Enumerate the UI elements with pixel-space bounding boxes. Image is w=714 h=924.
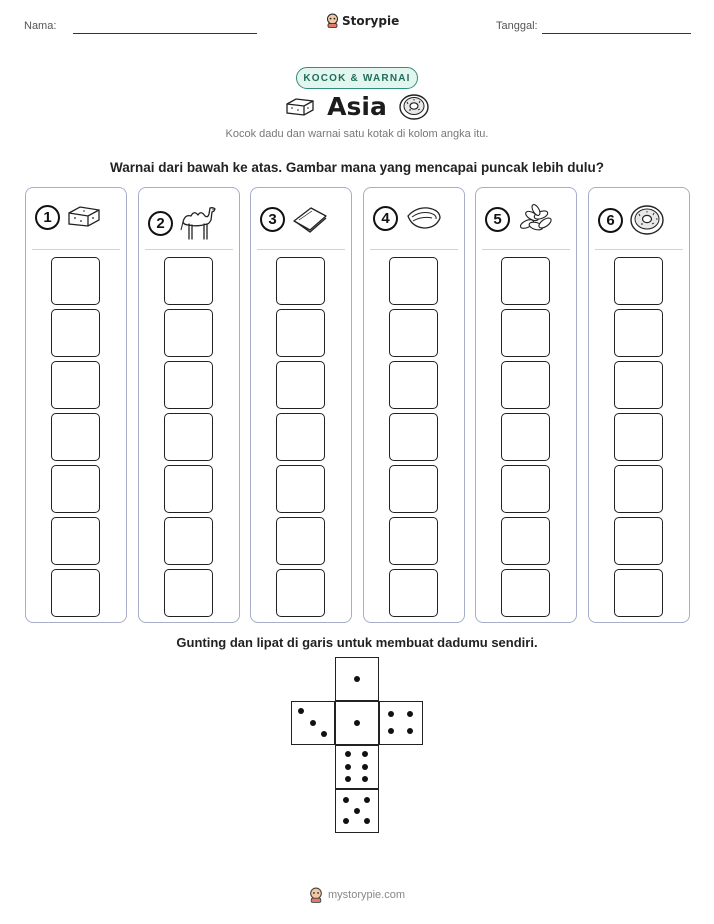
date-line[interactable]: [542, 33, 691, 34]
coloring-box[interactable]: [501, 257, 550, 305]
column-2: [138, 187, 240, 623]
brand-name: Storypie: [342, 13, 400, 28]
dice-pip: [343, 797, 349, 803]
dice-face-1: [335, 657, 379, 701]
coloring-boxes: [51, 257, 100, 621]
name-label: Nama:: [24, 20, 57, 32]
dice-pip: [407, 728, 413, 734]
column-divider: [482, 249, 570, 250]
coloring-box[interactable]: [501, 309, 550, 357]
mascot-icon: [309, 887, 323, 903]
coloring-box[interactable]: [164, 569, 213, 617]
coloring-box[interactable]: [614, 413, 663, 461]
dice-pip: [362, 776, 368, 782]
page-title: Asia: [327, 92, 387, 121]
coloring-box[interactable]: [501, 465, 550, 513]
coloring-box[interactable]: [51, 465, 100, 513]
dice-face-5: [335, 789, 379, 833]
coloring-box[interactable]: [501, 413, 550, 461]
donut-icon: [398, 93, 430, 121]
dice-face-4: [379, 701, 423, 745]
dice-face-6: [335, 745, 379, 789]
dice-pip: [310, 720, 316, 726]
dice-pip: [364, 797, 370, 803]
column-number: 4: [373, 206, 398, 231]
dice-pip: [354, 720, 360, 726]
column-header: [260, 204, 329, 234]
coloring-box[interactable]: [276, 309, 325, 357]
column-5: [475, 187, 577, 623]
coloring-box[interactable]: [614, 257, 663, 305]
column-divider: [145, 249, 233, 250]
dice-pip: [388, 711, 394, 717]
column-header: [485, 204, 556, 234]
coloring-box[interactable]: [164, 413, 213, 461]
column-number: 1: [35, 205, 60, 230]
column-header: [598, 204, 665, 236]
coloring-box[interactable]: [389, 413, 438, 461]
column-number: 6: [598, 208, 623, 233]
coloring-box[interactable]: [389, 361, 438, 409]
dice-pip: [343, 818, 349, 824]
column-divider: [257, 249, 345, 250]
mascot-icon: [326, 13, 339, 28]
coloring-box[interactable]: [389, 465, 438, 513]
activity-pill: KOCOK & WARNAI: [296, 67, 418, 89]
column-header: [148, 204, 219, 242]
folded-cloth-icon: [291, 204, 329, 234]
dice-pip: [388, 728, 394, 734]
dice-pip: [345, 776, 351, 782]
dice-face-1: [335, 701, 379, 745]
coloring-box[interactable]: [276, 465, 325, 513]
coloring-boxes: [389, 257, 438, 621]
coloring-box[interactable]: [389, 257, 438, 305]
dice-pip: [364, 818, 370, 824]
instruction: Warnai dari bawah ke atas. Gambar mana yang mencapai puncak lebih dulu?: [110, 160, 604, 175]
coloring-box[interactable]: [164, 465, 213, 513]
coloring-box[interactable]: [51, 569, 100, 617]
column-number: 3: [260, 207, 285, 232]
column-6: [588, 187, 690, 623]
date-label: Tanggal:: [496, 20, 538, 32]
dice-pip: [345, 764, 351, 770]
coloring-box[interactable]: [276, 413, 325, 461]
brand-logo: [326, 13, 399, 28]
donut-icon: [629, 204, 665, 236]
name-line[interactable]: [73, 33, 257, 34]
tofu-block-icon: [66, 204, 102, 230]
coloring-boxes: [164, 257, 213, 621]
column-header: [373, 204, 444, 232]
coloring-box[interactable]: [389, 517, 438, 565]
coloring-box[interactable]: [51, 309, 100, 357]
dice-pip: [321, 731, 327, 737]
column-header: [35, 204, 102, 230]
coloring-box[interactable]: [276, 569, 325, 617]
dice-pip: [362, 764, 368, 770]
dice-pip: [362, 751, 368, 757]
dice-pip: [407, 711, 413, 717]
coloring-box[interactable]: [51, 413, 100, 461]
coloring-box[interactable]: [389, 309, 438, 357]
coloring-box[interactable]: [501, 569, 550, 617]
column-divider: [370, 249, 458, 250]
dice-pip: [298, 708, 304, 714]
column-3: [250, 187, 352, 623]
column-1: [25, 187, 127, 623]
column-number: 5: [485, 207, 510, 232]
camel-icon: [179, 204, 219, 242]
dice-face-3: [291, 701, 335, 745]
coloring-box[interactable]: [276, 361, 325, 409]
coloring-box[interactable]: [614, 465, 663, 513]
coloring-box[interactable]: [276, 517, 325, 565]
coloring-box[interactable]: [51, 361, 100, 409]
column-number: 2: [148, 211, 173, 236]
column-divider: [32, 249, 120, 250]
dice-pip: [345, 751, 351, 757]
rolled-towel-icon: [404, 204, 444, 232]
coloring-box[interactable]: [501, 517, 550, 565]
coloring-boxes: [501, 257, 550, 621]
dice-pip: [354, 676, 360, 682]
coloring-box[interactable]: [164, 517, 213, 565]
column-divider: [595, 249, 683, 250]
coloring-box[interactable]: [164, 257, 213, 305]
coloring-box[interactable]: [164, 309, 213, 357]
coloring-box[interactable]: [51, 257, 100, 305]
column-4: [363, 187, 465, 623]
dates-pile-icon: [516, 204, 556, 234]
dice-pip: [354, 808, 360, 814]
coloring-box[interactable]: [276, 257, 325, 305]
footer: [0, 887, 714, 903]
coloring-box[interactable]: [614, 517, 663, 565]
subtitle: Kocok dadu dan warnai satu kotak di kolom angka itu.: [225, 128, 489, 140]
cut-instruction: Gunting dan lipat di garis untuk membuat dadumu sendiri.: [176, 635, 538, 650]
footer-url: mystorypie.com: [327, 889, 406, 901]
coloring-box[interactable]: [164, 361, 213, 409]
coloring-box[interactable]: [614, 361, 663, 409]
coloring-boxes: [276, 257, 325, 621]
coloring-box[interactable]: [614, 309, 663, 357]
coloring-box[interactable]: [51, 517, 100, 565]
coloring-box[interactable]: [614, 569, 663, 617]
coloring-box[interactable]: [501, 361, 550, 409]
coloring-box[interactable]: [389, 569, 438, 617]
coloring-boxes: [614, 257, 663, 621]
